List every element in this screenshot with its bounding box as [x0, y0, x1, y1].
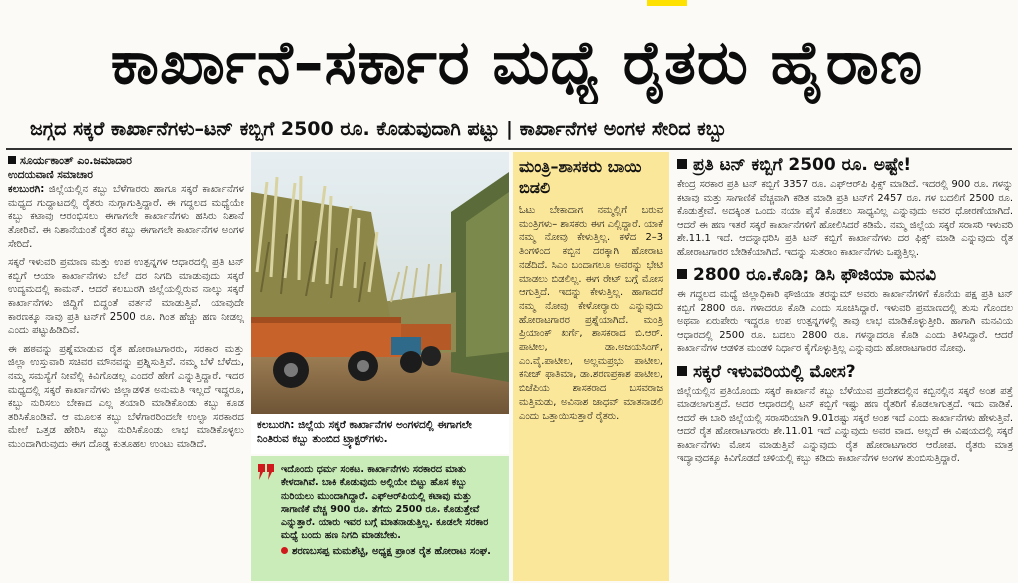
yellow-tab [647, 0, 687, 6]
quote-signature [281, 545, 503, 558]
tractor-photo-illustration [251, 152, 509, 414]
headline: ಕಾರ್ಖಾನೆ–ಸರ್ಕಾರ ಮಧ್ಯೆ ರೈತರು ಹೈರಾಣ [110, 28, 924, 98]
section-heading [677, 264, 1013, 286]
section-heading-text: 2800 ರೂ.ಕೊಡಿ; ಡಿಸಿ ಫೌಜಿಯಾ ಮನವಿ [693, 265, 937, 285]
square-bullet-icon [8, 156, 16, 164]
article-paragraph: ಸಕ್ಕರೆ ಇಳುವರಿ ಪ್ರಮಾಣ ಮತ್ತು ಉಪ ಉತ್ಪನ್ನಗಳ ಆಧಾರದಲ್ಲಿ ಪ್ರತಿ ಟನ್ ಕಬ್ಬಿಗೆ ಆಯಾ ಕಾರ್ಖಾನೆಗಳು ಬೆಲೆ ದರ ನಿಗದಿ ಮಾಡುವುದು ಸಕ್ಕರೆ ಉದ್ಯಮದಲ್ಲಿ ಕಾಮನ್. ಆದರೆ ಕಲಬುರಗಿ ಜಿಲ್ಲೆಯಲ್ಲಿರುವ ನಾಲ್ಕು ಸಕ್ಕರೆ ಕಾರ್ಖಾನೆಗಳು ಜಿದ್ದಿಗೆ ಬಿದ್ದಂತೆ ವರ್ತನೆ ಮಾಡುತ್ತಿವೆ. ಯಾವುದೇ ಕಾರಣಕ್ಕೂ ನಾವು ಪ್ರತಿ ಟನ್‌ಗೆ 2500 ರೂ. ಗಿಂತ ಹೆಚ್ಚು ಹಣ ನೀಡಲ್ಲ ಎಂದು ಪಟ್ಟುಹಿಡಿದಿವೆ. [8, 257, 244, 337]
quote-box [251, 456, 509, 581]
divider-rule [6, 148, 1012, 150]
paragraph-text: ಜಿಲ್ಲೆಯಲ್ಲಿನ ಕಬ್ಬು ಬೆಳೆಗಾರರು ಹಾಗೂ ಸಕ್ಕರೆ ಕಾರ್ಖಾನೆಗಳ ಮಧ್ಯದ ಗುದ್ದಾಟದಲ್ಲಿ ರೈತರು ನುಗ್ಗಾಗುತ್ತಿದ್ದಾರೆ. ಈ ಗದ್ದಲದ ಮಧ್ಯೆಯೇ ಕಬ್ಬು ಕಟಾವು ಆರಂಭಿಸಲು ಈಗಾಗಲೇ ಕಾರ್ಖಾನೆಗಳು ಹಸಿರು ನಿಶಾನೆ ತೋರಿವೆ. ಈ ನಿಶಾನೆಯಂತೆ ರೈತರ ಕಬ್ಬು ಈಗಾಗಲೇ ಕಾರ್ಖಾನೆಗಳ ಅಂಗಳ ಸೇರಿದೆ. [8, 184, 244, 250]
section-body: ಜಿಲ್ಲೆಯಲ್ಲಿನ ಪ್ರತಿಯೊಂದು ಸಕ್ಕರೆ ಕಾರ್ಖಾನೆ ಕಬ್ಬು ಬೆಳೆಯುವ ಪ್ರದೇಶದಲ್ಲಿನ ಕಬ್ಬಿನಲ್ಲಿನ ಸಕ್ಕರೆ ಅಂಶ ಪತ್ತೆ ಮಾಡಲಾಗುತ್ತದೆ. ಅದರ ಆಧಾರದಲ್ಲಿ ಟನ್ ಕಬ್ಬಿಗೆ ಇಷ್ಟು ಹಣ ರೈತರಿಗೆ ಕೊಡಲಾಗುತ್ತದೆ. ಇದು ವಾಡಿಕೆ. ಆದರೆ ಈ ಬಾರಿ ಜಿಲ್ಲೆಯಲ್ಲಿ ಸರಾಸರಿಯಾಗಿ 9.01ರಷ್ಟು ಸಕ್ಕರೆ ಅಂಶ ಇದೆ ಎಂದು ಕಾರ್ಖಾನೆಗಳು ಹೇಳುತ್ತಿವೆ. ಆದರೆ ರೈತ ಹೋರಾಟಗಾರರು ಶೇ.11.01 ಇದೆ ಎನ್ನುವುದು ಅವರ ವಾದ. ಅಲ್ಲದೆ ಈ ವಿಷಯದಲ್ಲಿ ಸಕ್ಕರೆ ಕಾರ್ಖಾನೆಗಳು ಮೋಸ ಮಾಡುತ್ತಿವೆ ಎನ್ನುವುದು ರೈತ ಹೋರಾಟಗಾರರ ಆರೋಪ. ರೈತರು ಮಾತ್ರ ಇದ್ಯಾವುದಕ್ಕೂ ಕಿವಿಗೊಡದೆ ಚಳಿಯಲ್ಲಿ ಕಬ್ಬು ಕಡಿದು ಕಾರ್ಖಾನೆಗಳ ಅಂಗಳ ತುಂಬಿಸುತ್ತಿದ್ದಾರೆ. [677, 385, 1013, 464]
section-heading-text: ಪ್ರತಿ ಟನ್ ಕಬ್ಬಿಗೆ 2500 ರೂ. ಅಷ್ಟೇ! [693, 155, 912, 175]
section-heading [677, 154, 1013, 176]
article-paragraph [8, 183, 244, 251]
news-photo-tractors [251, 152, 509, 414]
left-column [8, 152, 244, 580]
sidebar-body: ಓಟು ಬೇಕಾದಾಗ ನಮ್ಮಲ್ಲಿಗೆ ಬರುವ ಮಂತ್ರಿಗಳು– ಶಾಸಕರು ಈಗ ಎಲ್ಲಿದ್ದಾರೆ. ಯಾಕೆ ನಮ್ಮ ನೋವು ಕೇಳುತ್ತಿಲ್ಲ. ಕಳೆದ 2–3 ತಿಂಗಳಿಂದ ಕಬ್ಬಿನ ದರಕ್ಕಾಗಿ ಹೋರಾಟ ನಡೆದಿದೆ. ಸಿಎಂ ಬಂದಾಗಲೂ ಅವರನ್ನು ಭೇಟಿ ಮಾಡಲು ಬಿಡಲಿಲ್ಲ. ಈಗ ರೇಟ್ ಬಗ್ಗೆ ಮೋಸ ಆಗುತ್ತಿದೆ. ಇದನ್ನು ಕೇಳುತ್ತಿಲ್ಲ. ಹಾಗಾದರೆ ನಮ್ಮ ನೋವು ಕೇಳೋರ್‍ಯಾರು ಎನ್ನುವುದು ಹೋರಾಟಗಾರರ ಪ್ರಶ್ನೆಯಾಗಿದೆ. ಮಂತ್ರಿ ಪ್ರಿಯಾಂಕ್ ಖರ್ಗೆ, ಶಾಸಕರಾದ ಬಿ.ಆರ್. ಪಾಟೀಲ, ಡಾ.ಅಜಯಸಿಂಗ್, ಎಂ.ವೈ.ಪಾಟೀಲ, ಅಲ್ಲಮಪ್ರಭು ಪಾಟೀಲ, ಕನೀಜ್ ಫಾತಿಮಾ, ಡಾ.ಶರಣಪ್ರಕಾಶ ಪಾಟೀಲ, ಬಿಜೆಪಿಯ ಶಾಸಕರಾದ ಬಸವರಾಜ ಮತ್ತಿಮಡು, ಅವಿನಾಶ ಜಾಧವ್ ಮಾತನಾಡಲಿ ಎಂದು ಒತ್ತಾಯಿಸುತ್ತಾರೆ ರೈತರು. [519, 205, 663, 422]
section-body: ಈ ಗದ್ದಲದ ಮಧ್ಯೆ ಜಿಲ್ಲಾಧಿಕಾರಿ ಫೌಜಿಯಾ ತರನ್ನುಮ್ ಅವರು ಕಾರ್ಖಾನೆಗಳಿಗೆ ಕೊನೆಯ ಪಕ್ಷ ಪ್ರತಿ ಟನ್ ಕಬ್ಬಿಗೆ 2800 ರೂ. ಗಳಾದರೂ ಕೊಡಿ ಎಂದು ಸೂಚಿಸಿದ್ದಾರೆ. ಇಳುವರಿ ಪ್ರಮಾಣದಲ್ಲಿ ತುಸು ಗೊಂದಲ ಅಥವಾ ಏರುಪೇರು ಇದ್ದರೂ ಉಪ ಉತ್ಪನ್ನಗಳಲ್ಲಿ ತಾವು ಲಾಭ ಮಾಡಿಕೊಳ್ಳುತ್ತೀರಿ. ಹಾಗಾಗಿ ಮನವಿಯ ಆಧಾರದಲ್ಲಿ 2500 ರೂ. ಬದಲು 2800 ರೂ. ಗಳನ್ನಾದರೂ ಕೊಡಿ ಎಂದು ತಿಳಿಸಿದ್ದಾರೆ. ಆದರೆ ಕಾರ್ಖಾನೆಗಳ ಆಡಳಿತ ಮಂಡಳಿ ನಿರ್ಧಾರ ಕೈಗೊಳ್ಳುತ್ತಿಲ್ಲ ಎನ್ನುವುದು ಹೋರಾಟಗಾರರ ನೋವು. [677, 289, 1013, 354]
square-bullet-icon [677, 366, 687, 376]
square-bullet-icon [677, 269, 687, 279]
byline-text: ಸೂರ್ಯಕಾಂತ್ ಎಂ.ಜಮಾದಾರ [20, 154, 132, 167]
quote-signature-text: ಶರಣಬಸಪ್ಪ ಮಮಶೆಟ್ಟಿ, ಅಧ್ಯಕ್ಷ ಪ್ರಾಂತ ರೈತ ಹೋರಾಟ ಸಂಘ. [292, 545, 491, 557]
sidebar-box [513, 152, 669, 581]
quote-mark-icon [258, 464, 275, 482]
section-heading-text: ಸಕ್ಕರೆ ಇಳುವರಿಯಲ್ಲಿ ಮೋಸ? [693, 361, 856, 382]
square-bullet-icon [677, 159, 687, 169]
sidebar-title: ಮಂತ್ರಿ–ಶಾಸಕರು ಬಾಯಿ ಬಿಡಲಿ [519, 157, 642, 197]
article-paragraph: ಈ ಹಠವನ್ನು ಪ್ರಶ್ನೆಮಾಡುವ ರೈತ ಹೋರಾಟಗಾರರು, ಸರಕಾರ ಮತ್ತು ಜಿಲ್ಲಾ ಉಸ್ತುವಾರಿ ಸಚಿವರ ಮೌನವನ್ನು ಪ್ರಶ್ನಿಸುತ್ತಿವೆ. ನಮ್ಮ ಬೆಳೆ ಬೆಳೆದು, ನಮ್ಮ ಸಮಸ್ಯೆಗೆ ನೀವೆಲ್ಲಿ ಕಿವಿಗೊಡಲ್ಲ ಎಂದರೆ ಹೇಗೆ ಎನ್ನುತ್ತಿದ್ದಾರೆ. ಇದರ ಮಧ್ಯದಲ್ಲಿ ಸಕ್ಕರೆ ಕಾರ್ಖಾನೆಗಳು ಜಿಲ್ಲಾಡಳಿತ ಅನುಮತಿ ಇಲ್ಲದೆ ಇದ್ದರೂ, ಕಬ್ಬು ನುರಿಸಲು ಬೇಕಾದ ಎಲ್ಲ ತಯಾರಿ ಮಾಡಿಕೊಂಡು ಕಬ್ಬು ಕೂಡ ತರಿಸಿಕೊಂಡಿವೆ. ಆ ಮೂಲಕ ಕಬ್ಬು ಬೆಳೆಗಾರರಿಂದಲೇ ಉಲ್ಟಾ ಸರಕಾರದ ಮೇಲೆ ಒತ್ತಡ ಹೇರಿಸಿ ಕಬ್ಬು ನುರಿಸಿಕೊಂಡು ಲಾಭ ಮಾಡಿಕೊಳ್ಳಲು ಮುಂದಾಗಿರುವುದು ಈಗ ದೊಡ್ಡ ಕುತೂಹಲ ಉಂಟು ಮಾಡಿದೆ. [8, 343, 244, 450]
bullet-dot-icon [281, 547, 288, 554]
quote-text: ಇದೊಂದು ಧರ್ಮ ಸಂಕಟ. ಕಾರ್ಖಾನೆಗಳು ಸರಕಾರದ ಮಾತು ಕೇಳದಾಗಿವೆ. ಬಾಕಿ ಕೊಡುವುದು ಅಲ್ಲಿಯೇ ಬಿಟ್ಟು ಹೊಸ ಕಬ್ಬು ನುರಿಯಲು ಮುಂದಾಗಿದ್ದಾರೆ. ಎಫ್‌ಆರ್‌ಪಿಯಲ್ಲಿ ಕಟಾವು ಮತ್ತು ಸಾಗಾಣಿಕೆ ವೆಚ್ಚ 900 ರೂ. ತೆಗೆದು 2500 ರೂ. ಕೊಡುತ್ತೇವೆ ಎನ್ನುತ್ತಾರೆ. ಯಾರು ಇವರ ಬಗ್ಗೆ ಮಾತನಾಡುತ್ತಿಲ್ಲ. ಕೂಡಲೇ ಸರಕಾರ ಮಧ್ಯೆ ಬಂದು ಹಣ ನಿಗದಿ ಮಾಡಬೇಕು. [281, 464, 489, 542]
byline [8, 154, 244, 168]
right-column [677, 152, 1013, 581]
photo-caption: ಕಲಬುರಗಿ: ಜಿಲ್ಲೆಯ ಸಕ್ಕರೆ ಕಾರ್ಖಾನೆಗಳ ಅಂಗಳದಲ್ಲಿ ಈಗಾಗಲೇ ನಿಂತಿರುವ ಕಬ್ಬು ತುಂಬಿದ ಟ್ರ್ಯಾಕ್ಟರ್‌ಗಳು. [251, 414, 509, 454]
section-heading [677, 361, 1013, 383]
dateline: ಕಲಬುರಗಿ: [8, 184, 45, 196]
news-source: ಉದಯವಾಣಿ ಸಮಾಚಾರ [8, 168, 93, 181]
subheadline: ಜಗ್ಗದ ಸಕ್ಕರೆ ಕಾರ್ಖಾನೆಗಳು–ಟನ್ ಕಬ್ಬಿಗೆ 2500 ರೂ. ಕೊಡುವುದಾಗಿ ಪಟ್ಟು | ಕಾರ್ಖಾನೆಗಳ ಅಂಗಳ ಸೇರಿದ ಕಬ್ಬು [30, 118, 727, 140]
section-body: ಕೇಂದ್ರ ಸರಕಾರ ಪ್ರತಿ ಟನ್ ಕಬ್ಬಿಗೆ 3357 ರೂ. ಎಫ್‌ಆರ್‌ಪಿ ಫಿಕ್ಸ್ ಮಾಡಿದೆ. ಇದರಲ್ಲಿ 900 ರೂ. ಗಳನ್ನು ಕಟಾವು ಮತ್ತು ಸಾಗಾಣಿಕೆ ವೆಚ್ಚವಾಗಿ ಕಡಿತ ಮಾಡಿ ಪ್ರತಿ ಟನ್‌ಗೆ 2457 ರೂ. ಗಳ ಬದಲಿಗೆ 2500 ರೂ. ಕೊಡುತ್ತೇವೆ. ಅದಕ್ಕಿಂತ ಒಂದು ನಯಾ ಪೈಸೆ ಕೊಡಲು ಸಾಧ್ಯವಿಲ್ಲ ಎನ್ನುವುದು ಅವರ ಧೋರಣೆಯಾಗಿದೆ. ಆದರೆ ಈ ಹಣ ಇತರೆ ಸಕ್ಕರೆ ಕಾರ್ಖಾನೆಗಳಿಗೆ ಹೋಲಿಸಿದರೆ ಕಡಿಮೆ. ನಮ್ಮ ಜಿಲ್ಲೆಯ ಸಕ್ಕರೆ ಸರಾಸರಿ ಇಳುವರಿ ಶೇ.11.1 ಇದೆ. ಆದನ್ನಾಧರಿಸಿ ಪ್ರತಿ ಟನ್ ಕಬ್ಬಿಗೆ ಕಾರ್ಖಾನೆಗಳು ದರ ಫಿಕ್ಸ್ ಮಾಡಿ ಎನ್ನುವುದು ರೈತ ಹೋರಾಟಗಾರರ ಬೇಡಿಕೆಯಾಗಿದೆ. ಇದನ್ನು ಸುತರಾಂ ಕಾರ್ಖಾನೆಗಳು ಒಪ್ಪುತ್ತಿಲ್ಲ. [677, 179, 1013, 258]
